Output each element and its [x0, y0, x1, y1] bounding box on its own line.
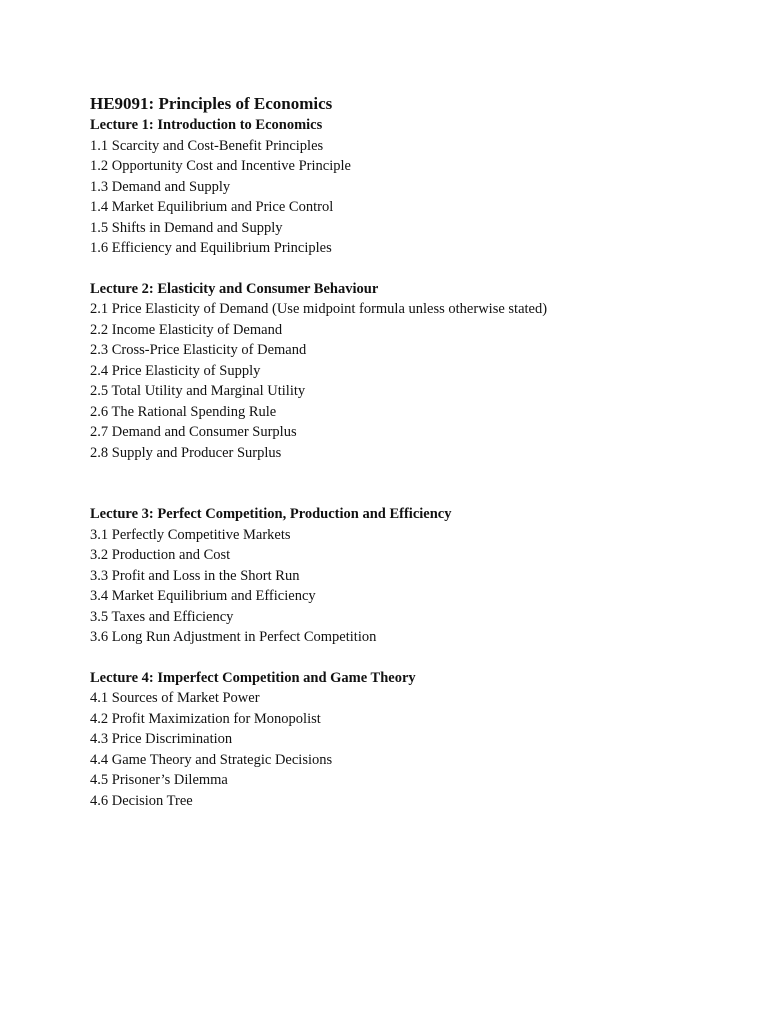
topic-4-1: 4.1 Sources of Market Power [90, 690, 260, 706]
lecture-3-section [90, 504, 730, 648]
topic-1-4: 1.4 Market Equilibrium and Price Control [90, 199, 334, 215]
topic-3-1: 3.1 Perfectly Competitive Markets [90, 526, 291, 543]
topic-1-6: 1.6 Efficiency and Equilibrium Principles [90, 240, 332, 256]
topic-4-3: 4.3 Price Discrimination [90, 731, 233, 747]
topic-1-3: 1.3 Demand and Supply [90, 178, 231, 195]
topic-2-6: 2.6 The Rational Spending Rule [90, 403, 277, 420]
topic-3-5: 3.5 Taxes and Efficiency [90, 608, 234, 625]
topic-2-3: 2.3 Cross-Price Elasticity of Demand [90, 342, 307, 358]
document-title: HE9091: Principles of Economics [90, 94, 333, 113]
topic-2-2: 2.2 Income Elasticity of Demand [90, 321, 283, 338]
lecture-1-topic-list [90, 136, 730, 259]
topic-2-1: 2.1 Price Elasticity of Demand (Use midpoint formula unless otherwise stated) [90, 301, 548, 317]
topic-1-1: 1.1 Scarcity and Cost-Benefit Principles [90, 137, 324, 154]
document-page [90, 93, 730, 811]
topic-3-4: 3.4 Market Equilibrium and Efficiency [90, 588, 316, 604]
topic-3-2: 3.2 Production and Cost [90, 547, 231, 563]
topic-2-4: 2.4 Price Elasticity of Supply [90, 362, 261, 379]
lecture-2-section [90, 279, 730, 464]
topic-4-4: 4.4 Game Theory and Strategic Decisions [90, 751, 333, 768]
topic-4-5: 4.5 Prisoner’s Dilemma [90, 772, 228, 788]
topic-4-6: 4.6 Decision Tree [90, 792, 193, 809]
topic-3-6: 3.6 Long Run Adjustment in Perfect Competition [90, 629, 377, 645]
lecture-4-topic-list [90, 688, 730, 811]
lecture-2-topic-list [90, 299, 730, 463]
lecture-1-heading: Lecture 1: Introduction to Economics [90, 117, 323, 133]
lecture-3-topic-list [90, 525, 730, 648]
topic-2-8: 2.8 Supply and Producer Surplus [90, 444, 282, 461]
lecture-4-heading: Lecture 4: Imperfect Competition and Game Theory [90, 669, 416, 686]
lecture-1-section [90, 115, 730, 259]
topic-1-2: 1.2 Opportunity Cost and Incentive Principle [90, 158, 351, 174]
topic-1-5: 1.5 Shifts in Demand and Supply [90, 219, 283, 236]
topic-2-7: 2.7 Demand and Consumer Surplus [90, 424, 297, 440]
topic-2-5: 2.5 Total Utility and Marginal Utility [90, 383, 306, 399]
lecture-3-heading: Lecture 3: Perfect Competition, Production and Efficiency [90, 506, 452, 522]
topic-4-2: 4.2 Profit Maximization for Monopolist [90, 710, 321, 727]
lecture-4-section [90, 668, 730, 812]
topic-3-3: 3.3 Profit and Loss in the Short Run [90, 567, 300, 584]
lecture-2-heading: Lecture 2: Elasticity and Consumer Behaviour [90, 280, 379, 297]
